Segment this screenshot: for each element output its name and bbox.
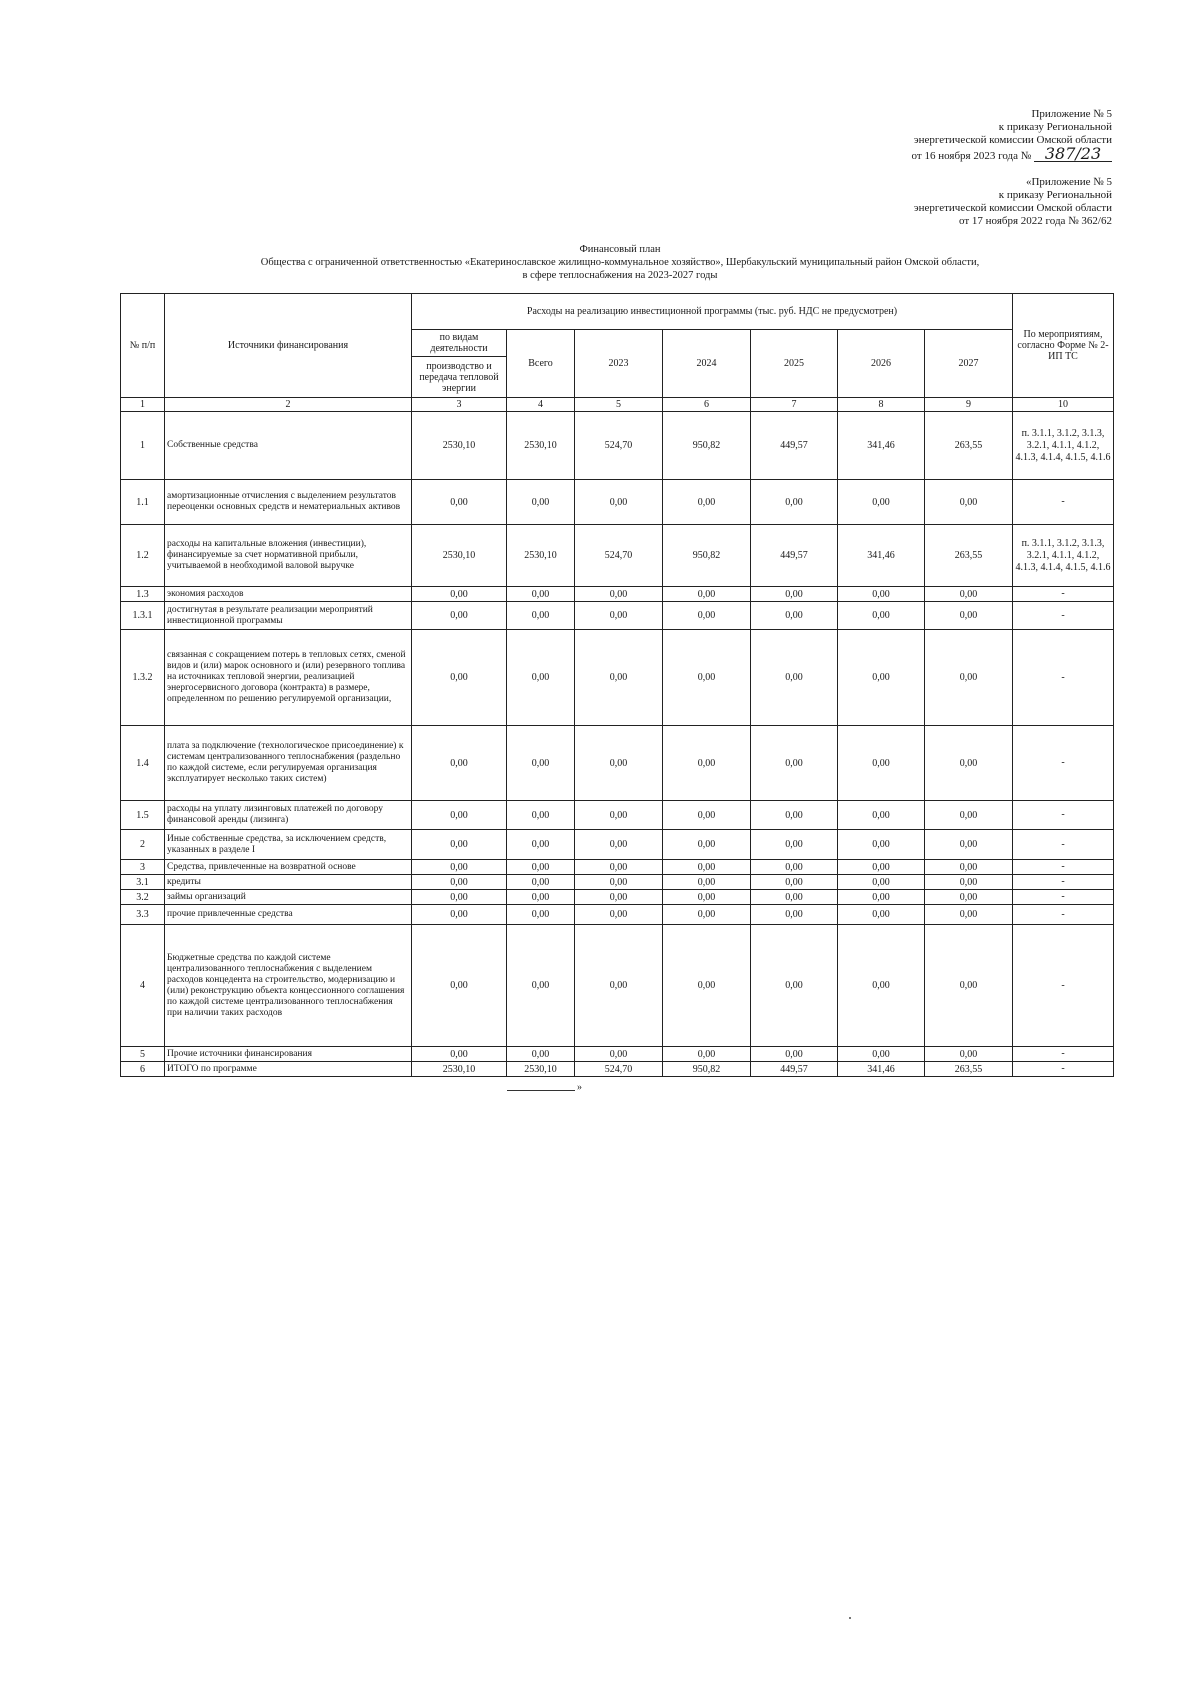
row-number: 3.1	[121, 875, 165, 890]
row-number: 3.2	[121, 890, 165, 905]
row-value: 0,00	[751, 875, 838, 890]
table-row	[121, 830, 1114, 860]
prev-order-ref-label: к приказу Региональной	[998, 189, 1112, 201]
row-value: 0,00	[751, 587, 838, 602]
row-value: 0,00	[575, 830, 663, 860]
row-value: 524,70	[575, 525, 663, 587]
row-source: Бюджетные средства по каждой системе централизованного теплоснабжения с выделением расходов концедента на строительство, модернизацию и (или) реконструкцию объекта концессионного соглашения по каждой системе централизованного теплоснабжения при наличии таких расходов	[165, 925, 412, 1047]
row-value: 0,00	[412, 726, 507, 801]
row-number: 5	[121, 1047, 165, 1062]
row-value: 0,00	[575, 860, 663, 875]
table-row	[121, 587, 1114, 602]
row-source: кредиты	[165, 875, 412, 890]
table-body	[121, 398, 1114, 1077]
row-value: 0,00	[838, 630, 925, 726]
row-value: 0,00	[575, 890, 663, 905]
row-value: 0,00	[925, 905, 1013, 925]
row-value: 449,57	[751, 1062, 838, 1077]
table-row	[121, 890, 1114, 905]
row-measure-ref: -	[1013, 1062, 1114, 1077]
row-value: 0,00	[751, 726, 838, 801]
row-value: 0,00	[575, 801, 663, 830]
row-value: 0,00	[838, 875, 925, 890]
row-value: 0,00	[925, 830, 1013, 860]
row-number: 3.3	[121, 905, 165, 925]
row-number: 3	[121, 860, 165, 875]
col-head-by-activity: по видам деятельности	[412, 330, 507, 357]
row-number: 1.5	[121, 801, 165, 830]
row-number: 6	[121, 1062, 165, 1077]
row-value: 0,00	[575, 587, 663, 602]
closing-quote-mark: »	[577, 1082, 582, 1093]
col-head-num: № п/п	[121, 294, 165, 398]
row-source: связанная с сокращением потерь в тепловых сетях, сменой видов и (или) марок основного и (или) резервного топлива на источниках тепловой энергии, реализацией энергосервисного договора (контракта) в размере, определенном по решению регулируемой организации,	[165, 630, 412, 726]
column-number: 8	[838, 398, 925, 412]
row-measure-ref: -	[1013, 830, 1114, 860]
row-value: 449,57	[751, 525, 838, 587]
row-value: 524,70	[575, 412, 663, 480]
row-value: 263,55	[925, 525, 1013, 587]
prev-appendix-label: «Приложение № 5	[1025, 176, 1112, 188]
commission-label: энергетической комиссии Омской области	[913, 134, 1112, 146]
row-source: амортизационные отчисления с выделением результатов переоценки основных средств и нематериальных активов	[165, 480, 412, 525]
col-head-2023: 2023	[575, 330, 663, 398]
row-value: 0,00	[412, 875, 507, 890]
row-value: 0,00	[838, 890, 925, 905]
prev-order-date: от 17 ноября 2022 года № 362/62	[958, 215, 1112, 227]
row-value: 0,00	[507, 875, 575, 890]
document-title	[120, 243, 1120, 282]
row-measure-ref: п. 3.1.1, 3.1.2, 3.1.3, 3.2.1, 4.1.1, 4.1.2, 4.1.3, 4.1.4, 4.1.5, 4.1.6	[1013, 412, 1114, 480]
row-value: 0,00	[507, 630, 575, 726]
row-value: 2530,10	[412, 1062, 507, 1077]
row-value: 0,00	[575, 602, 663, 630]
row-value: 0,00	[838, 480, 925, 525]
row-value: 0,00	[507, 587, 575, 602]
row-measure-ref: -	[1013, 925, 1114, 1047]
row-source: прочие привлеченные средства	[165, 905, 412, 925]
row-measure-ref: -	[1013, 905, 1114, 925]
column-number: 9	[925, 398, 1013, 412]
row-value: 0,00	[663, 860, 751, 875]
row-value: 0,00	[412, 890, 507, 905]
table-row	[121, 875, 1114, 890]
row-value: 950,82	[663, 1062, 751, 1077]
row-value: 2530,10	[507, 1062, 575, 1077]
row-value: 0,00	[507, 830, 575, 860]
row-value: 0,00	[507, 1047, 575, 1062]
table-row	[121, 925, 1114, 1047]
row-value: 0,00	[575, 1047, 663, 1062]
row-source: ИТОГО по программе	[165, 1062, 412, 1077]
row-value: 449,57	[751, 412, 838, 480]
column-number: 7	[751, 398, 838, 412]
row-value: 0,00	[925, 890, 1013, 905]
column-number: 2	[165, 398, 412, 412]
row-value: 0,00	[751, 925, 838, 1047]
row-source: расходы на уплату лизинговых платежей по договору финансовой аренды (лизинга)	[165, 801, 412, 830]
row-value: 0,00	[412, 587, 507, 602]
row-value: 0,00	[925, 925, 1013, 1047]
row-value: 0,00	[507, 905, 575, 925]
row-value: 0,00	[838, 801, 925, 830]
column-number: 1	[121, 398, 165, 412]
row-value: 341,46	[838, 412, 925, 480]
scan-speck	[849, 1617, 851, 1619]
row-value: 524,70	[575, 1062, 663, 1077]
row-value: 0,00	[507, 801, 575, 830]
row-value: 2530,10	[507, 412, 575, 480]
row-value: 0,00	[412, 925, 507, 1047]
row-value: 0,00	[663, 1047, 751, 1062]
row-value: 0,00	[663, 801, 751, 830]
row-source: достигнутая в результате реализации мероприятий инвестиционной программы	[165, 602, 412, 630]
row-value: 0,00	[838, 602, 925, 630]
row-value: 0,00	[838, 860, 925, 875]
table-row	[121, 905, 1114, 925]
row-value: 0,00	[412, 480, 507, 525]
row-measure-ref: -	[1013, 726, 1114, 801]
row-value: 0,00	[751, 905, 838, 925]
row-number: 4	[121, 925, 165, 1047]
row-value: 0,00	[925, 587, 1013, 602]
col-head-measures: По мероприятиям, согласно Форме № 2-ИП ТС	[1013, 294, 1114, 398]
order-date: от 16 ноября 2023 года №	[911, 150, 1032, 162]
row-value: 0,00	[925, 860, 1013, 875]
table-row	[121, 525, 1114, 587]
row-value: 0,00	[575, 905, 663, 925]
appendix-label: Приложение № 5	[1031, 108, 1112, 120]
row-source: Собственные средства	[165, 412, 412, 480]
financial-plan-table	[120, 293, 1114, 1077]
row-value: 0,00	[507, 602, 575, 630]
row-value: 0,00	[925, 480, 1013, 525]
row-value: 0,00	[663, 925, 751, 1047]
row-value: 0,00	[751, 602, 838, 630]
table-row	[121, 412, 1114, 480]
row-value: 0,00	[663, 905, 751, 925]
prev-commission-label: энергетической комиссии Омской области	[913, 202, 1112, 214]
row-measure-ref: -	[1013, 875, 1114, 890]
col-head-2024: 2024	[663, 330, 751, 398]
row-source: Средства, привлеченные на возвратной основе	[165, 860, 412, 875]
col-head-production: производство и передача тепловой энергии	[412, 357, 507, 398]
row-measure-ref: -	[1013, 480, 1114, 525]
row-value: 0,00	[838, 830, 925, 860]
table-row	[121, 480, 1114, 525]
row-value: 0,00	[838, 925, 925, 1047]
row-value: 0,00	[925, 602, 1013, 630]
row-value: 0,00	[838, 726, 925, 801]
row-source: займы организаций	[165, 890, 412, 905]
column-number: 4	[507, 398, 575, 412]
row-measure-ref: -	[1013, 860, 1114, 875]
row-value: 0,00	[412, 905, 507, 925]
table-row	[121, 801, 1114, 830]
row-number: 1.4	[121, 726, 165, 801]
row-value: 0,00	[925, 1047, 1013, 1062]
row-value: 2530,10	[507, 525, 575, 587]
col-head-total: Всего	[507, 330, 575, 398]
financial-plan-table-wrap	[120, 293, 1113, 1077]
col-head-2025: 2025	[751, 330, 838, 398]
row-value: 0,00	[925, 726, 1013, 801]
row-value: 0,00	[663, 875, 751, 890]
row-value: 0,00	[751, 890, 838, 905]
row-value: 0,00	[575, 875, 663, 890]
row-value: 0,00	[412, 860, 507, 875]
row-value: 0,00	[751, 860, 838, 875]
order-ref-label: к приказу Региональной	[998, 121, 1112, 133]
row-value: 0,00	[507, 925, 575, 1047]
table-row	[121, 602, 1114, 630]
row-source: Иные собственные средства, за исключением средств, указанных в разделе I	[165, 830, 412, 860]
row-value: 0,00	[575, 630, 663, 726]
row-source: экономия расходов	[165, 587, 412, 602]
row-value: 0,00	[663, 480, 751, 525]
row-source: расходы на капитальные вложения (инвестиции), финансируемые за счет нормативной прибыли, учитываемой в необходимой валовой выручке	[165, 525, 412, 587]
row-value: 0,00	[751, 830, 838, 860]
row-value: 0,00	[412, 630, 507, 726]
row-number: 1.3.2	[121, 630, 165, 726]
row-number: 1.3.1	[121, 602, 165, 630]
row-value: 0,00	[751, 480, 838, 525]
row-number: 1.2	[121, 525, 165, 587]
row-measure-ref: -	[1013, 587, 1114, 602]
previous-approval-header	[914, 176, 1112, 228]
row-value: 0,00	[575, 726, 663, 801]
row-measure-ref: -	[1013, 801, 1114, 830]
row-value: 0,00	[412, 801, 507, 830]
row-value: 341,46	[838, 525, 925, 587]
row-value: 0,00	[663, 726, 751, 801]
approval-header	[912, 108, 1112, 163]
row-value: 0,00	[838, 905, 925, 925]
row-value: 0,00	[575, 925, 663, 1047]
column-number: 10	[1013, 398, 1114, 412]
row-value: 0,00	[412, 1047, 507, 1062]
col-head-expenses: Расходы на реализацию инвестиционной программы (тыс. руб. НДС не предусмотрен)	[412, 294, 1013, 330]
row-value: 0,00	[838, 1047, 925, 1062]
row-value: 0,00	[838, 587, 925, 602]
row-value: 0,00	[751, 1047, 838, 1062]
row-number: 1	[121, 412, 165, 480]
order-date-line	[911, 144, 1112, 163]
row-measure-ref: -	[1013, 602, 1114, 630]
title-line-2: Общества с ограниченной ответственностью «Екатеринославское жилищно-коммунальное хозяйство», Шербакульский муниципальный район Омской области,	[260, 257, 980, 268]
row-measure-ref: -	[1013, 630, 1114, 726]
row-value: 0,00	[507, 480, 575, 525]
row-value: 0,00	[751, 801, 838, 830]
row-value: 0,00	[412, 602, 507, 630]
row-number: 1.3	[121, 587, 165, 602]
row-source: Прочие источники финансирования	[165, 1047, 412, 1062]
column-number: 3	[412, 398, 507, 412]
col-head-2027: 2027	[925, 330, 1013, 398]
row-measure-ref: -	[1013, 1047, 1114, 1062]
row-value: 2530,10	[412, 412, 507, 480]
order-number-handwritten: 387/23	[1034, 147, 1112, 162]
row-value: 0,00	[663, 602, 751, 630]
row-value: 2530,10	[412, 525, 507, 587]
row-measure-ref: -	[1013, 890, 1114, 905]
table-row	[121, 1047, 1114, 1062]
row-value: 0,00	[663, 830, 751, 860]
row-value: 0,00	[507, 890, 575, 905]
row-value: 341,46	[838, 1062, 925, 1077]
column-number: 6	[663, 398, 751, 412]
row-value: 0,00	[507, 860, 575, 875]
column-number-row	[121, 398, 1114, 412]
row-value: 950,82	[663, 525, 751, 587]
column-number: 5	[575, 398, 663, 412]
title-line-1: Финансовый план	[579, 244, 661, 255]
row-value: 950,82	[663, 412, 751, 480]
title-line-3: в сфере теплоснабжения на 2023-2027 годы	[522, 270, 718, 281]
row-source: плата за подключение (технологическое присоединение) к системам централизованного теплоснабжения (раздельно по каждой системе, если регулируемая организация эксплуатирует несколько таких систем)	[165, 726, 412, 801]
row-number: 2	[121, 830, 165, 860]
row-value: 0,00	[751, 630, 838, 726]
row-value: 0,00	[663, 890, 751, 905]
row-number: 1.1	[121, 480, 165, 525]
table-row	[121, 1062, 1114, 1077]
row-value: 0,00	[663, 630, 751, 726]
table-row	[121, 726, 1114, 801]
row-value: 0,00	[925, 801, 1013, 830]
row-value: 0,00	[925, 630, 1013, 726]
row-value: 263,55	[925, 412, 1013, 480]
table-row	[121, 630, 1114, 726]
row-value: 0,00	[412, 830, 507, 860]
row-measure-ref: п. 3.1.1, 3.1.2, 3.1.3, 3.2.1, 4.1.1, 4.1.2, 4.1.3, 4.1.4, 4.1.5, 4.1.6	[1013, 525, 1114, 587]
row-value: 0,00	[507, 726, 575, 801]
table-row	[121, 860, 1114, 875]
col-head-2026: 2026	[838, 330, 925, 398]
closing-line	[507, 1090, 575, 1091]
row-value: 0,00	[663, 587, 751, 602]
row-value: 0,00	[575, 480, 663, 525]
row-value: 0,00	[925, 875, 1013, 890]
row-value: 263,55	[925, 1062, 1013, 1077]
col-head-source: Источники финансирования	[165, 294, 412, 398]
